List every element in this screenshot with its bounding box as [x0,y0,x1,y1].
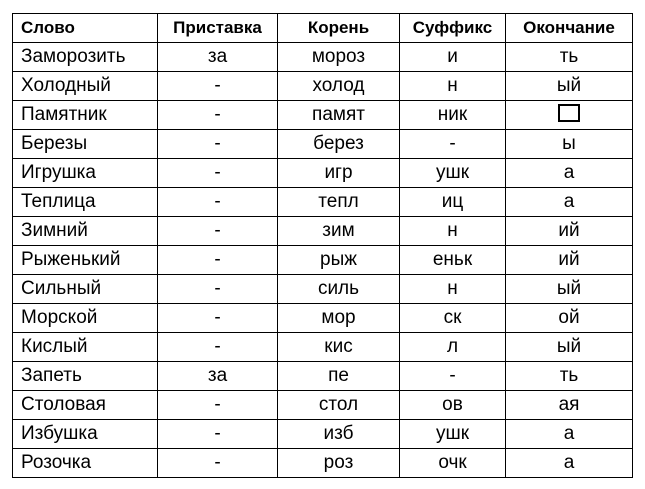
cell-word: Березы [13,130,158,159]
table-row [13,449,633,478]
cell-suffix: и [400,43,506,72]
cell-prefix: - [158,72,278,101]
cell-root: памят [278,101,400,130]
cell-prefix: - [158,333,278,362]
cell-word: Столовая [13,391,158,420]
cell-ending: ть [506,362,633,391]
cell-root: кис [278,333,400,362]
header-suffix: Суффикс [400,14,506,43]
cell-word: Теплица [13,188,158,217]
cell-word: Морской [13,304,158,333]
cell-suffix: ск [400,304,506,333]
cell-root: игр [278,159,400,188]
table-row [13,333,633,362]
cell-word: Запеть [13,362,158,391]
cell-root: мор [278,304,400,333]
header-ending: Окончание [506,14,633,43]
header-prefix: Приставка [158,14,278,43]
table-row [13,43,633,72]
morpheme-table [12,13,633,478]
cell-ending: ть [506,43,633,72]
cell-word: Избушка [13,420,158,449]
cell-suffix: н [400,217,506,246]
cell-root: рыж [278,246,400,275]
cell-word: Заморозить [13,43,158,72]
cell-ending: ый [506,275,633,304]
cell-prefix: - [158,159,278,188]
cell-root: изб [278,420,400,449]
header-row [13,14,633,43]
cell-prefix: - [158,275,278,304]
cell-suffix: очк [400,449,506,478]
cell-suffix: ушк [400,159,506,188]
table-row [13,362,633,391]
cell-suffix: иц [400,188,506,217]
table-row [13,188,633,217]
cell-ending: а [506,188,633,217]
cell-ending: ый [506,72,633,101]
table-row [13,275,633,304]
cell-suffix: л [400,333,506,362]
cell-ending: а [506,449,633,478]
cell-suffix: н [400,275,506,304]
cell-root: зим [278,217,400,246]
cell-ending: ы [506,130,633,159]
cell-root: силь [278,275,400,304]
cell-prefix: за [158,43,278,72]
cell-root: тепл [278,188,400,217]
table-row [13,159,633,188]
cell-prefix: - [158,246,278,275]
cell-prefix: - [158,304,278,333]
cell-suffix: еньк [400,246,506,275]
cell-root: стол [278,391,400,420]
cell-suffix: - [400,130,506,159]
table-row [13,420,633,449]
cell-prefix: - [158,188,278,217]
cell-word: Сильный [13,275,158,304]
table-row [13,246,633,275]
cell-suffix: ушк [400,420,506,449]
cell-word: Зимний [13,217,158,246]
cell-ending: а [506,420,633,449]
table-header [13,14,633,43]
cell-ending [506,101,633,130]
header-word: Слово [13,14,158,43]
cell-word: Памятник [13,101,158,130]
cell-ending: ий [506,217,633,246]
cell-suffix: - [400,362,506,391]
cell-word: Рыженький [13,246,158,275]
cell-suffix: н [400,72,506,101]
table-row [13,130,633,159]
morpheme-table-container [12,13,633,478]
empty-ending-box-icon [558,104,580,122]
cell-suffix: ник [400,101,506,130]
table-body [13,43,633,478]
cell-ending: а [506,159,633,188]
table-row [13,304,633,333]
cell-root: пе [278,362,400,391]
cell-ending: ой [506,304,633,333]
cell-prefix: - [158,391,278,420]
table-row [13,72,633,101]
cell-prefix: - [158,217,278,246]
cell-prefix: - [158,130,278,159]
cell-prefix: за [158,362,278,391]
cell-ending: ая [506,391,633,420]
cell-prefix: - [158,420,278,449]
cell-ending: ый [506,333,633,362]
cell-word: Холодный [13,72,158,101]
header-root: Корень [278,14,400,43]
cell-word: Кислый [13,333,158,362]
cell-ending: ий [506,246,633,275]
cell-root: холод [278,72,400,101]
table-row [13,391,633,420]
cell-prefix: - [158,449,278,478]
cell-word: Розочка [13,449,158,478]
cell-prefix: - [158,101,278,130]
cell-suffix: ов [400,391,506,420]
cell-root: мороз [278,43,400,72]
table-row [13,217,633,246]
cell-root: берез [278,130,400,159]
cell-root: роз [278,449,400,478]
table-row [13,101,633,130]
cell-word: Игрушка [13,159,158,188]
